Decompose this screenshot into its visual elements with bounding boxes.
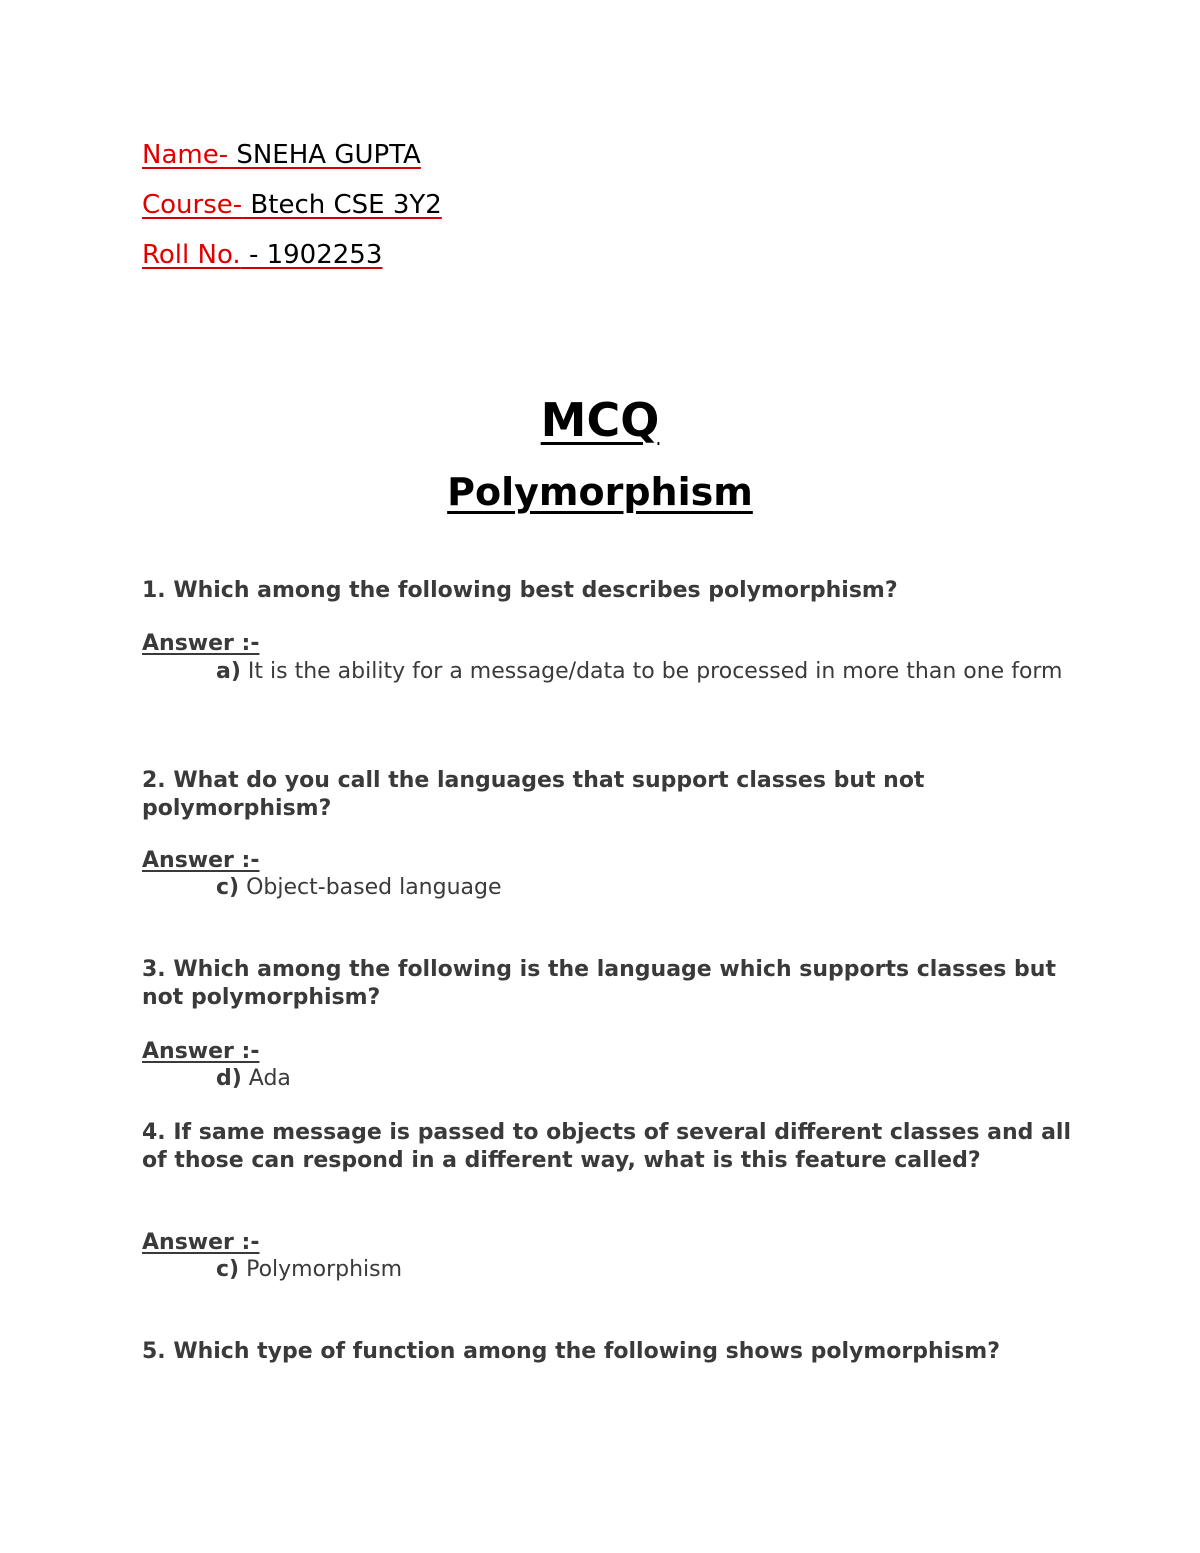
answer-4 bbox=[142, 1256, 1072, 1283]
answer-2 bbox=[142, 874, 1072, 901]
name-label: Name- bbox=[142, 140, 229, 170]
answer-1 bbox=[142, 658, 1072, 685]
answer-text-1: It is the ability for a message/data to be processed in more than one form bbox=[240, 659, 1063, 684]
answer-option-2: c) bbox=[216, 875, 240, 900]
topic-title: Polymorphism bbox=[447, 470, 753, 514]
answer-option-4: c) bbox=[216, 1257, 240, 1282]
answer-text-3: Ada bbox=[241, 1066, 291, 1091]
question-2: 2. What do you call the languages that support classes but not polymorphism? bbox=[142, 768, 925, 821]
question-5: 5. Which type of function among the following shows polymorphism? bbox=[142, 1339, 1000, 1364]
roll-number-line bbox=[142, 240, 382, 270]
answer-label-3: Answer :- bbox=[142, 1039, 260, 1064]
answer-label-1: Answer :- bbox=[142, 631, 260, 656]
answer-label-2: Answer :- bbox=[142, 848, 260, 873]
name-value: SNEHA GUPTA bbox=[228, 140, 421, 170]
question-3: 3. Which among the following is the language which supports classes but not polymorphism? bbox=[142, 957, 1056, 1010]
course-value: Btech CSE 3Y2 bbox=[242, 190, 442, 220]
course-line bbox=[142, 190, 442, 220]
question-1: 1. Which among the following best describes polymorphism? bbox=[142, 578, 898, 603]
roll-value: - 1902253 bbox=[240, 240, 383, 270]
answer-3 bbox=[142, 1065, 1072, 1092]
answer-label-4: Answer :- bbox=[142, 1230, 260, 1255]
answer-option-3: d) bbox=[216, 1066, 242, 1091]
course-label: Course- bbox=[142, 190, 243, 220]
roll-label: Roll No. bbox=[142, 240, 241, 270]
answer-text-2: Object-based language bbox=[239, 875, 502, 900]
answer-option-1: a) bbox=[216, 659, 241, 684]
student-name-line bbox=[142, 140, 421, 170]
answer-text-4: Polymorphism bbox=[239, 1257, 403, 1282]
question-4: 4. If same message is passed to objects of several different classes and all of those can respond in a different way, what is this feature called? bbox=[142, 1120, 1072, 1173]
document-title: MCQ bbox=[540, 393, 660, 447]
